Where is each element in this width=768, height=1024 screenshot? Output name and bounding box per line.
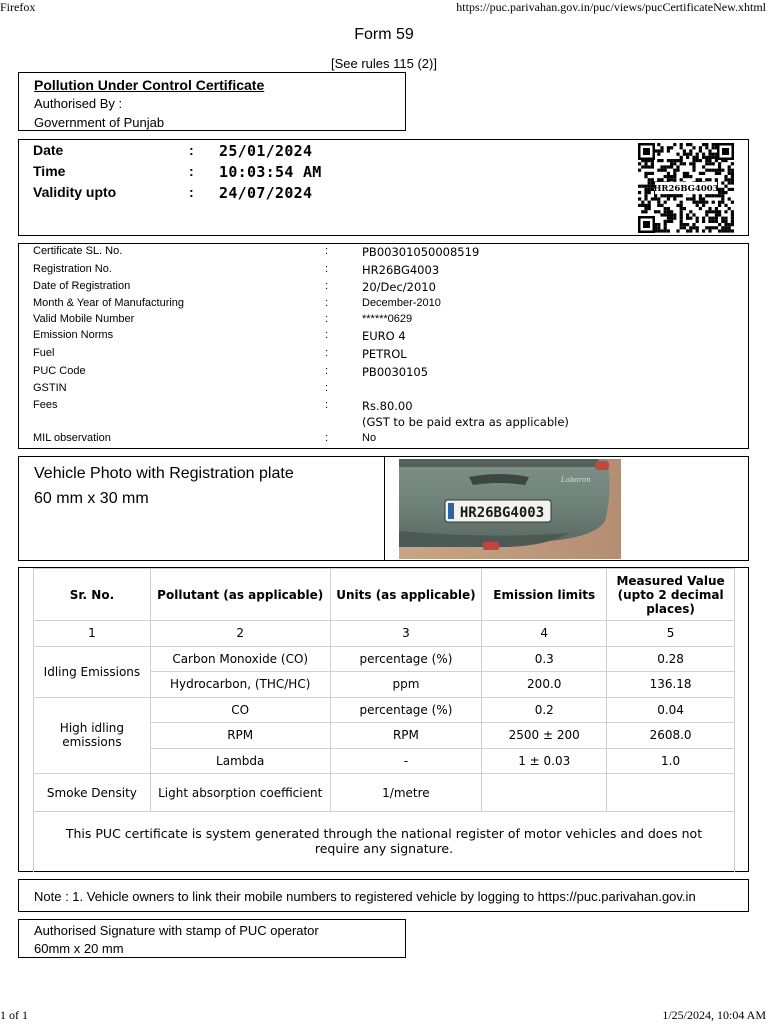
detail-label: PUC Code [33,365,86,377]
header-measured-value: Measured Value (upto 2 decimal places) [607,569,735,621]
detail-value: December-2010 [362,297,441,309]
vehicle-details-box: Certificate SL. No. : PB00301050008519 Registration No. : HR26BG4003 Date of Registration : 20/Dec/2010 Month & Year of Manufacturing : December-2010 Valid Mobile Number : ******0629 Emission Norms : EURO 4 Fuel : PETROL PUC Code : PB0030105 GSTIN : Fees : Rs.80.00 (GST to be paid extra as applicable) MIL observation : No [18,243,749,449]
table-row: Idling Emissions Carbon Monoxide (CO) percentage (%) 0.3 0.28 [34,646,735,672]
form-rule: [See rules 115 (2)] [331,56,437,71]
detail-value: Rs.80.00 [362,399,413,413]
certificate-title: Pollution Under Control Certificate [34,77,265,93]
emission-table-box [18,567,749,872]
time-label: Time [33,163,66,179]
date-value: 25/01/2024 [219,142,313,160]
header-units: Units (as applicable) [330,569,482,621]
detail-label: Emission Norms [33,329,114,341]
group-high-idling: High idling emissions [34,697,151,774]
signature-label: Authorised Signature with stamp of PUC operator [34,923,319,938]
detail-value: PB00301050008519 [362,245,480,259]
detail-value: 20/Dec/2010 [362,280,436,294]
browser-name: Firefox [0,0,36,14]
detail-label: Date of Registration [33,280,131,292]
vehicle-photo-box [18,456,749,561]
validity-label: Validity upto [33,184,117,200]
svg-text:HR26BG4003: HR26BG4003 [459,505,545,521]
table-row: Smoke Density Light absorption coefficient 1/metre [34,774,735,812]
detail-value: PETROL [362,347,407,361]
table-row: 1 2 3 4 5 [34,621,735,647]
header-pollutant: Pollutant (as applicable) [150,569,330,621]
group-smoke: Smoke Density [34,774,151,812]
authority-box [18,72,406,131]
form-title: Form 59 [354,26,414,43]
date-label: Date [33,142,64,158]
detail-label: GSTIN [33,382,67,394]
detail-label: Fees [33,399,58,411]
detail-value: EURO 4 [362,329,406,343]
table-row: RPM RPM 2500 ± 200 2608.0 [34,723,735,749]
vehicle-photo [399,459,621,559]
detail-label: Valid Mobile Number [33,313,135,325]
table-row: Hydrocarbon, (THC/HC) ppm 200.0 136.18 [34,672,735,698]
detail-value: HR26BG4003 [362,263,440,277]
signature-size: 60mm x 20 mm [34,941,124,956]
validity-box: Date : 25/01/2024 Time : 10:03:54 AM Validity upto : 24/07/2024 HR26BG4003 [18,139,749,236]
qr-code [637,142,735,234]
detail-label: Fuel [33,347,55,359]
detail-value: No [362,432,377,444]
table-header-row [34,569,735,621]
validity-value: 24/07/2024 [219,184,313,202]
header-sr-no: Sr. No. [34,569,151,621]
detail-label: Registration No. [33,263,112,275]
government-name: Government of Punjab [34,115,165,130]
svg-text:Laboron: Laboron [561,476,591,484]
detail-label: Month & Year of Manufacturing [33,297,185,309]
detail-label: MIL observation [33,432,111,444]
page-url: https://puc.parivahan.gov.in/puc/views/pucCertificateNew.xhtml [456,0,766,14]
svg-text:HR26BG4003: HR26BG4003 [653,184,719,194]
group-idling: Idling Emissions [34,646,151,697]
detail-value: PB0030105 [362,365,429,379]
signature-box [18,919,406,958]
page-count: 1 of 1 [0,1008,28,1022]
detail-value: ******0629 [362,313,413,325]
table-row: Lambda - 1 ± 0.03 1.0 [34,748,735,774]
detail-label: Certificate SL. No. [33,245,123,257]
detail-value: (GST to be paid extra as applicable) [362,415,569,429]
time-value: 10:03:54 AM [219,163,322,181]
print-timestamp: 1/25/2024, 10:04 AM [662,1008,766,1022]
header-emission-limits: Emission limits [482,569,607,621]
mobile-link-note: Note : 1. Vehicle owners to link their mobile numbers to registered vehicle by logging to https://puc.parivahan.gov.in [18,879,749,912]
table-row: High idling emissions CO percentage (%) 0.2 0.04 [34,697,735,723]
photo-divider [384,457,385,560]
emission-table [33,568,735,812]
authorised-by-label: Authorised By : [34,96,123,111]
system-generated-note: This PUC certificate is system generated through the national register of motor vehicles and does not require any signature. [65,826,703,856]
photo-caption: Vehicle Photo with Registration plate 60 mm x 30 mm [34,465,294,507]
